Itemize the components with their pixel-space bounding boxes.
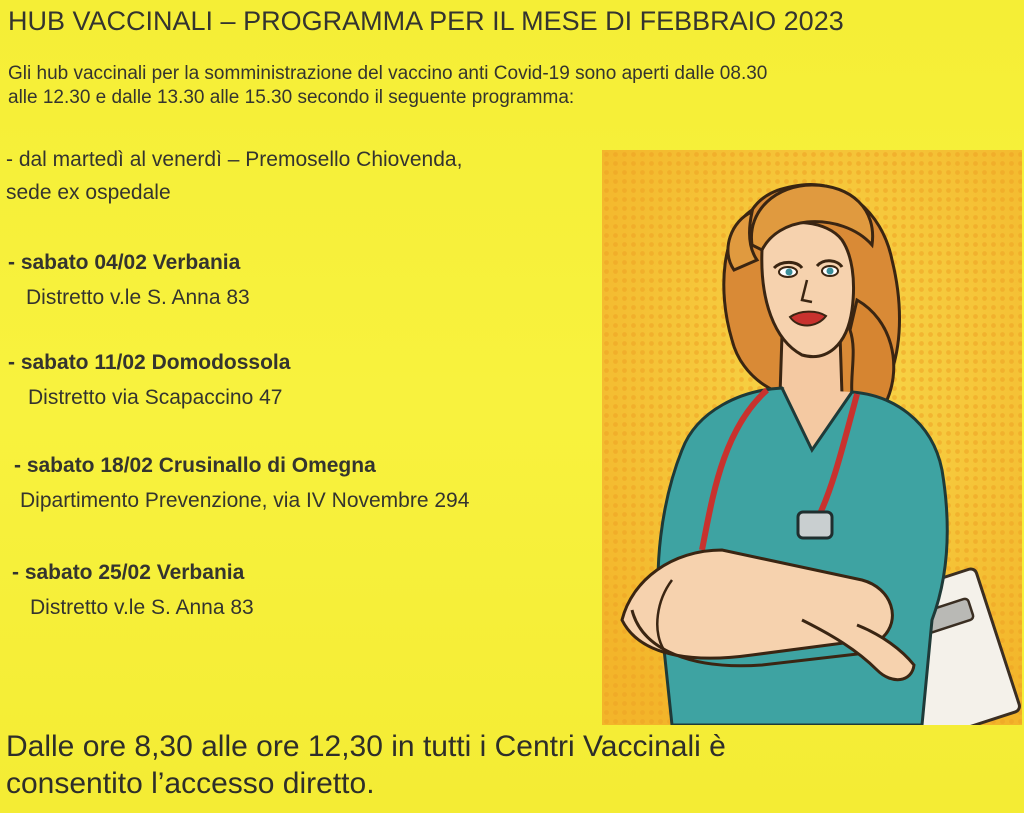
schedule-day: - sabato 18/02 Crusinallo di Omegna — [14, 454, 376, 477]
poster-title: HUB VACCINALI – PROGRAMMA PER IL MESE DI FEBBRAIO 2023 — [8, 6, 844, 36]
schedule-day: - sabato 11/02 Domodossola — [8, 351, 291, 374]
weekday-schedule — [6, 143, 462, 209]
intro-text — [8, 62, 1008, 110]
schedule-address: Distretto v.le S. Anna 83 — [26, 286, 250, 309]
schedule-day: - sabato 04/02 Verbania — [8, 251, 241, 274]
schedule-entry — [14, 448, 469, 518]
schedule-address: Distretto via Scapaccino 47 — [28, 386, 283, 409]
schedule-day: - sabato 25/02 Verbania — [12, 561, 245, 584]
nurse-illustration-icon — [602, 150, 1022, 725]
footer-line-2: consentito l’accesso diretto. — [6, 767, 375, 800]
intro-line-2: alle 12.30 e dalle 13.30 alle 15.30 secondo il seguente programma: — [8, 87, 575, 108]
footer-line-1: Dalle ore 8,30 alle ore 12,30 in tutti i Centri Vaccinali è — [6, 730, 726, 763]
schedule-entry — [12, 555, 254, 625]
footer-notice — [6, 728, 726, 802]
schedule-address: Dipartimento Prevenzione, via IV Novembre 294 — [20, 489, 470, 512]
schedule-entry — [8, 345, 290, 415]
weekday-line-2: sede ex ospedale — [6, 181, 171, 204]
schedule-address: Distretto v.le S. Anna 83 — [30, 596, 254, 619]
weekday-line-1: - dal martedì al venerdì – Premosello Chiovenda, — [6, 148, 463, 171]
schedule-entry — [8, 245, 250, 315]
intro-line-1: Gli hub vaccinali per la somministrazione del vaccino anti Covid-19 sono aperti dalle 08.30 — [8, 63, 768, 84]
